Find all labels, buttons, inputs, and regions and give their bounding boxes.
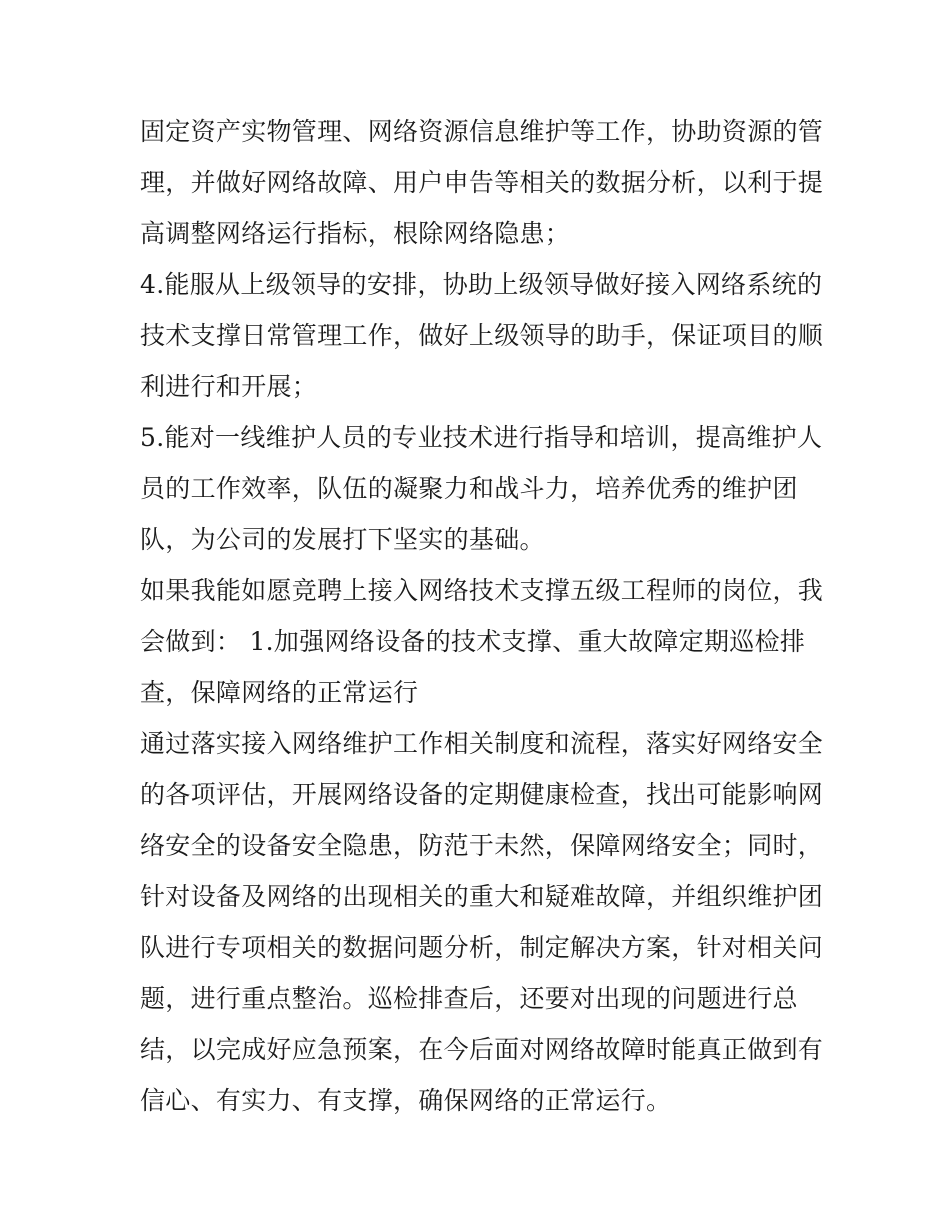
text-line: 针对设备及网络的出现相关的重大和疑难故障，并组织维护团	[140, 882, 824, 911]
text-line: 利进行和开展；	[140, 372, 318, 401]
text-line: 固定资产实物管理、网络资源信息维护等工作，协助资源的管	[140, 117, 824, 146]
text-line: 队进行专项相关的数据问题分析，制定解决方案，针对相关问	[140, 933, 824, 962]
text-line: 5.能对一线维护人员的专业技术进行指导和培训，提高维护人	[140, 423, 823, 452]
text-line: 员的工作效率，队伍的凝聚力和战斗力，培养优秀的维护团	[140, 474, 798, 503]
text-line: 题，进行重点整治。巡检排查后，还要对出现的问题进行总	[140, 984, 798, 1013]
text-line: 的各项评估，开展网络设备的定期健康检查，找出可能影响网	[140, 780, 824, 809]
text-line: 高调整网络运行指标，根除网络隐患；	[140, 219, 571, 248]
text-line: 结，以完成好应急预案，在今后面对网络故障时能真正做到有	[140, 1035, 824, 1064]
text-line: 理，并做好网络故障、用户申告等相关的数据分析，以利于提	[140, 168, 824, 197]
text-line: 络安全的设备安全隐患，防范于未然，保障网络安全；同时，	[140, 831, 824, 860]
text-line: 4.能服从上级领导的安排，协助上级领导做好接入网络系统的	[140, 270, 823, 299]
text-line: 信心、有实力、有支撑，确保网络的正常运行。	[140, 1086, 672, 1115]
text-line: 会做到： 1.加强网络设备的技术支撑、重大故障定期巡检排	[140, 627, 806, 656]
text-line: 技术支撑日常管理工作，做好上级领导的助手，保证项目的顺	[140, 321, 824, 350]
text-line: 如果我能如愿竞聘上接入网络技术支撑五级工程师的岗位，我	[140, 576, 824, 605]
document-body	[140, 106, 824, 1126]
text-line: 队，为公司的发展打下坚实的基础。	[140, 525, 545, 554]
text-line: 查，保障网络的正常运行	[140, 678, 419, 707]
text-line: 通过落实接入网络维护工作相关制度和流程，落实好网络安全	[140, 729, 824, 758]
